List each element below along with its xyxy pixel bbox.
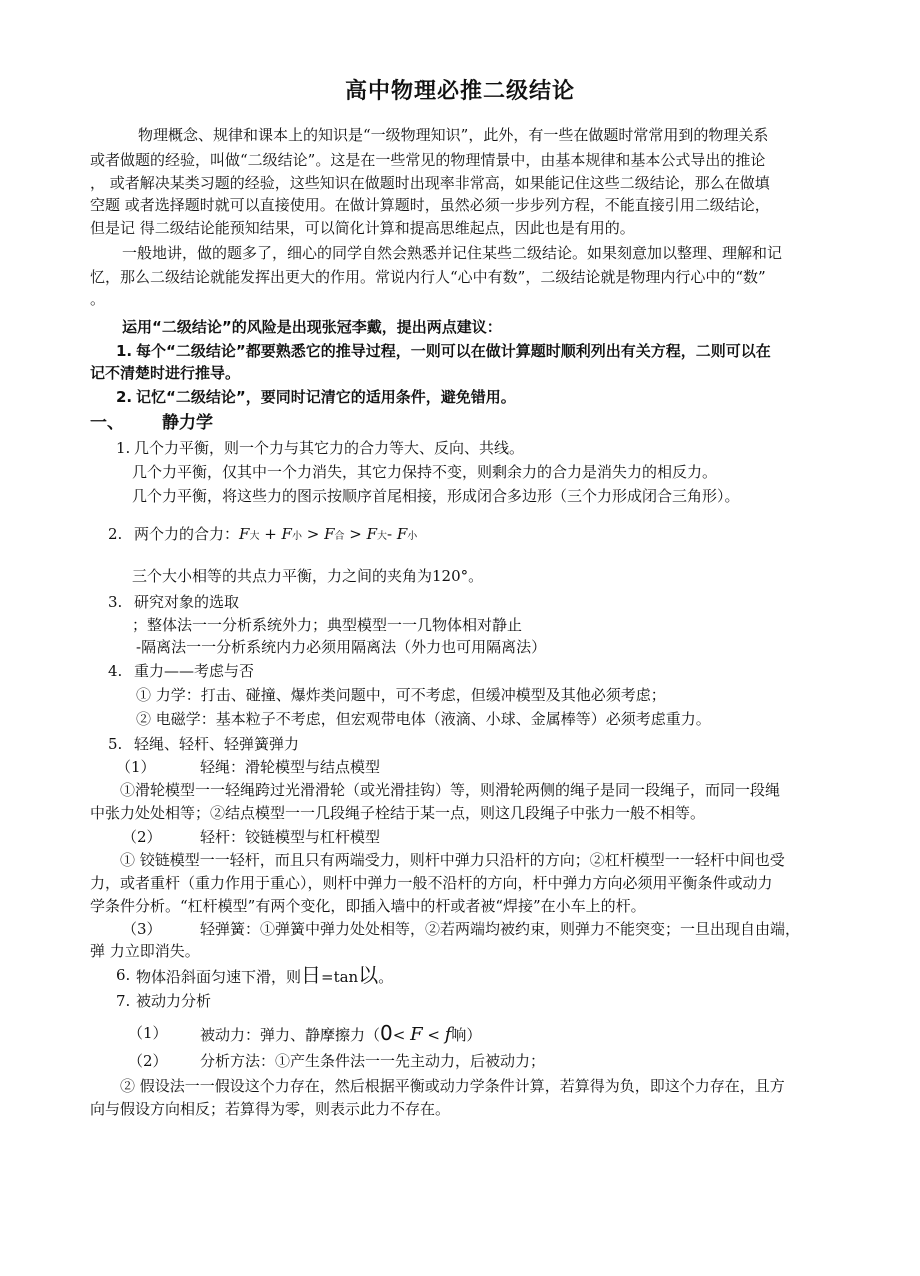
item-7-text: 被动力：弹力、静摩擦力（ [200, 1026, 381, 1044]
item-text: 被动力分析 [136, 992, 212, 1010]
item-text: 轻绳、轻杆、轻弹簧弹力 [134, 735, 300, 753]
item-text: 几个力平衡，则一个力与其它力的合力等大、反向、共线。 [134, 439, 525, 457]
symbol-f: F [281, 525, 292, 543]
intro-line: 。 [90, 290, 106, 308]
symbol-f: F [366, 525, 378, 543]
force-formula [134, 523, 417, 548]
advice-heading: 运用“二级结论”的风险是出现张冠李戴，提出两点建议： [122, 318, 502, 336]
item-subline: 学条件分析。“杠杆模型”有两个变化，即插入墙中的杆或者被“焊接”在小车上的杆。 [90, 897, 646, 915]
subscript: 大 [249, 531, 260, 542]
sub-number: （3） [122, 920, 162, 938]
advice-2-number: 2. [116, 388, 133, 406]
item-subline: 弹 力立即消失。 [90, 942, 200, 960]
item-7-glyph: 0 [380, 1021, 393, 1045]
item-6-text: =tan [321, 968, 359, 986]
symbol-f: F [396, 525, 408, 543]
sub-number: （2） [122, 828, 162, 846]
symbol-f: F [324, 525, 335, 543]
item-6-glyph: 以 [358, 963, 379, 987]
item-6-glyph: 日 [301, 963, 322, 987]
intro-line: ， 或者解决某类习题的经验，这些知识在做题时出现率非常高，如果能记住这些二级结论，那么在做填 [90, 174, 770, 192]
operator: - [387, 525, 397, 543]
sub-number: （2） [128, 1052, 168, 1070]
item-7-text: 响） [451, 1026, 482, 1044]
item-subline: ①滑轮模型一一轻绳跨过光滑滑轮（或光滑挂钩）等，则滑轮两侧的绳子是同一段绳子，而同一段绳 [120, 781, 781, 799]
item-number: 2. [108, 525, 123, 543]
item-7-text: < [422, 1026, 445, 1044]
formula-label: 两个力的合力： [134, 525, 240, 543]
intro-line: 忆，那么二级结论就能发挥出更大的作用。常说内行人“心中有数”，二级结论就是物理内行心中的“数” [90, 268, 766, 286]
item-number: 7. [116, 992, 131, 1010]
symbol-f-lower: f [444, 1024, 452, 1045]
section-title: 静力学 [162, 413, 213, 433]
subscript: 小 [291, 531, 302, 542]
intro-line: 空题 或者选择题时就可以直接使用。在做计算题时，虽然必须一步步列方程，不能直接引用二级结论， [90, 196, 770, 214]
item-number: 5. [108, 735, 123, 753]
item-subline: ② 假设法一一假设这个力存在，然后根据平衡或动力学条件计算，若算得为负，即这个力存在，且方 [120, 1077, 785, 1095]
item-subline: 轻弹簧：①弹簧中弹力处处相等，②若两端均被约束，则弹力不能突变；一旦出现自由端， [200, 920, 801, 938]
page-title: 高中物理必推二级结论 [344, 79, 575, 104]
operator: > [301, 525, 325, 543]
intro-line: 但是记 得二级结论能预知结果，可以简化计算和提高思维起点，因此也是有用的。 [90, 219, 635, 237]
item-text: 重力——考虑与否 [134, 662, 255, 680]
item-number: 1. [116, 439, 131, 457]
subscript: 小 [407, 531, 418, 542]
item-6-text: 。 [378, 968, 394, 986]
item-subline: 中张力处处相等；②结点模型一一几段绳子栓结于某一点，则这几段绳子中张力一般不相等。 [90, 804, 706, 822]
operator: > [344, 525, 367, 543]
intro-line: 物理概念、规律和课本上的知识是“一级物理知识”，此外，有一些在做题时常常用到的物理关系 [138, 126, 769, 144]
item-subline: 向与假设方向相反；若算得为零，则表示此力不存在。 [90, 1100, 451, 1118]
advice-1-line: 每个“二级结论”都要熟悉它的推导过程，一则可以在做计算题时顺利列出有关方程，二则可以在 [136, 342, 771, 360]
item-subline: 轻绳：滑轮模型与结点模型 [200, 758, 381, 776]
item-subline: -隔离法一一分析系统内力必须用隔离法（外力也可用隔离法） [136, 638, 547, 656]
item-subline [200, 1022, 481, 1046]
advice-2-line: 记忆“二级结论”，要同时记清它的适用条件，避免错用。 [136, 388, 516, 406]
advice-1-line: 记不清楚时进行推导。 [90, 364, 241, 382]
item-subline: 几个力平衡，将这些力的图示按顺序首尾相接，形成闭合多边形（三个力形成闭合三角形）。 [132, 487, 740, 505]
advice-1-number: 1. [116, 342, 133, 360]
item-text [136, 964, 393, 988]
intro-line: 或者做题的经验，叫做“二级结论”。这是在一些常见的物理情景中，由基本规律和基本公式导出的推论 [90, 151, 766, 169]
item-7-text: < [392, 1026, 411, 1044]
item-text: 研究对象的选取 [134, 593, 240, 611]
item-number: 4. [108, 662, 123, 680]
item-subline: ① 铰链模型一一轻杆，而且只有两端受力，则杆中弹力只沿杆的方向；②杠杆模型一一轻杆中间也受 [120, 851, 785, 869]
sub-number: （1） [116, 758, 156, 776]
operator: + [259, 525, 282, 543]
symbol-f: F [410, 1024, 423, 1045]
section-number: 一、 [90, 413, 124, 433]
item-subline: 轻杆：铰链模型与杠杆模型 [200, 828, 381, 846]
item-subline: 三个大小相等的共点力平衡，力之间的夹角为120°。 [132, 567, 484, 585]
item-subline: 力，或者重杆（重力作用于重心），则杆中弹力一般不沿杆的方向，杆中弹力方向必须用平衡条件或动力 [90, 874, 773, 892]
item-subline: 分析方法：①产生条件法一一先主动力，后被动力； [200, 1052, 546, 1070]
item-subline: 几个力平衡，仅其中一个力消失，其它力保持不变，则剩余力的合力是消失力的相反力。 [132, 463, 718, 481]
item-number: 6. [116, 966, 131, 984]
subscript: 大 [377, 531, 388, 542]
symbol-f: F [239, 525, 250, 543]
intro-line: 一般地讲，做的题多了，细心的同学自然会熟悉并记住某些二级结论。如果刻意加以整理、理解和记 [122, 244, 783, 262]
subscript: 合 [334, 531, 345, 542]
item-subline: ；整体法一一分析系统外力；典型模型一一几物体相对静止 [132, 616, 523, 634]
item-number: 3. [108, 593, 123, 611]
item-subline: ① 力学：打击、碰撞、爆炸类问题中，可不考虑，但缓冲模型及其他必须考虑； [136, 686, 666, 704]
item-6-text: 物体沿斜面匀速下滑，则 [136, 968, 302, 986]
sub-number: （1） [128, 1024, 168, 1042]
item-subline: ② 电磁学：基本粒子不考虑，但宏观带电体（液滴、小球、金属棒等）必须考虑重力。 [136, 710, 711, 728]
